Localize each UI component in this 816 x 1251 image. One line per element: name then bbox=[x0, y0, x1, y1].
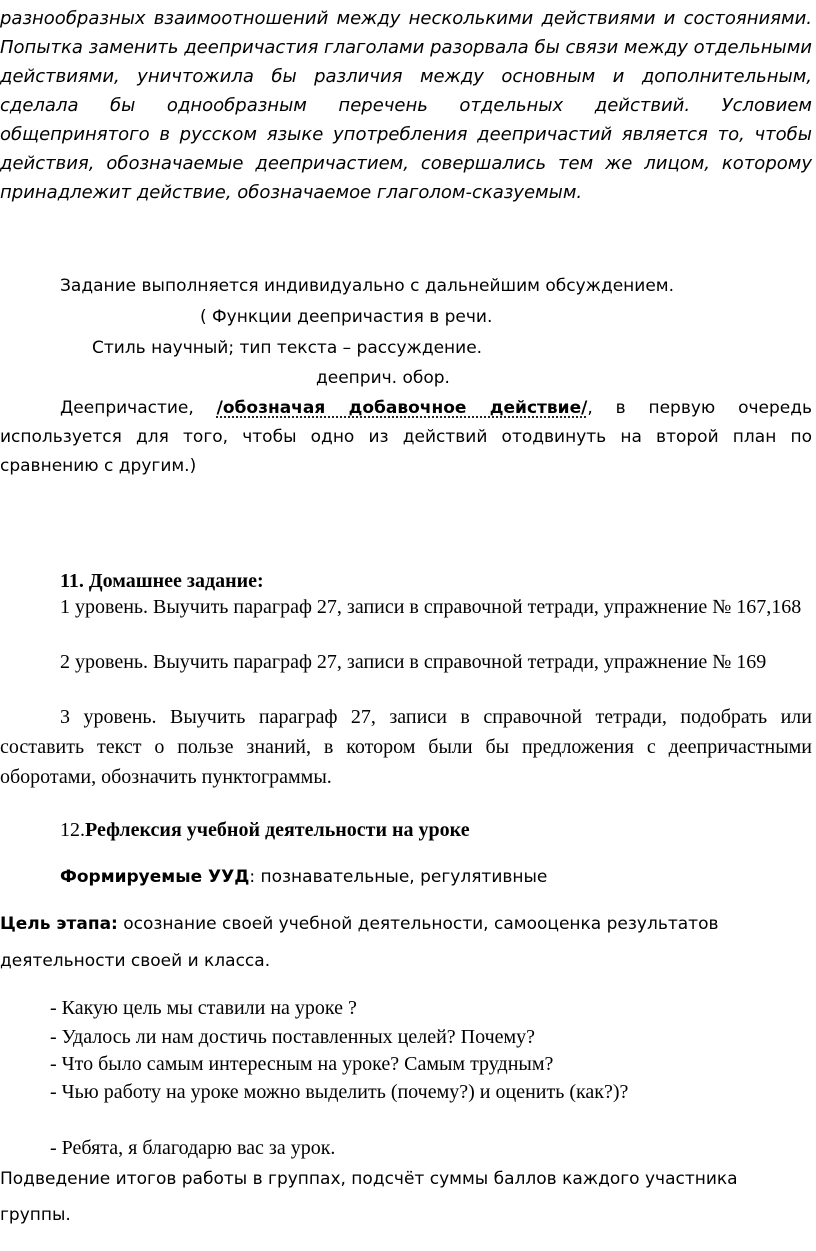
question-4: - Чью работу на уроке можно выделить (почему?) и оценить (как?)? bbox=[50, 1081, 629, 1103]
question-2: - Удалось ли нам достичь поставленных целей? Почему? bbox=[50, 1026, 536, 1048]
homework-level-1: 1 уровень. Выучить параграф 27, записи в справочной тетради, упражнение № 167,168 bbox=[60, 596, 802, 618]
homework-heading: 11. Домашнее задание: bbox=[60, 570, 264, 592]
uud-label: Формируемые УУД bbox=[60, 867, 250, 887]
goal-paragraph bbox=[0, 906, 812, 980]
function-title: ( Функции деепричастия в речи. bbox=[200, 307, 493, 327]
goal-value: осознание своей учебной деятельности, самооценка результатов деятельности своей и класса. bbox=[0, 914, 719, 971]
uud-line bbox=[60, 863, 547, 892]
question-3: - Что было самым интересным на уроке? Самым трудным? bbox=[50, 1053, 554, 1075]
reflection-heading bbox=[60, 815, 470, 845]
homework-level-3: 3 уровень. Выучить параграф 27, записи в справочной тетради, подобрать или составить текст о пользе знаний, в котором были бы предложения с деепричастными оборотами, обозначить пунктограммы. bbox=[0, 706, 812, 788]
style-line: Стиль научный; тип текста – рассуждение. bbox=[92, 338, 483, 358]
goal-label: Цель этапа: bbox=[0, 914, 118, 934]
summary-paragraph: Подведение итогов работы в группах, подсчёт суммы баллов каждого участника группы. bbox=[0, 1169, 738, 1225]
participle-phrase: /обозначая добавочное действие/ bbox=[216, 398, 588, 418]
participle-rest: , в первую очередь используется для того, чтобы одно из действий отодвинуть на второй план по сравнению с другим.) bbox=[0, 398, 812, 476]
reflection-number: 12. bbox=[60, 819, 85, 841]
uud-value: : познавательные, регулятивные bbox=[249, 867, 548, 887]
participle-start: Деепричастие, bbox=[60, 398, 217, 418]
task-note: Задание выполняется индивидуально с дальнейшим обсуждением. bbox=[60, 276, 675, 296]
homework-level-2: 2 уровень. Выучить параграф 27, записи в справочной тетради, упражнение № 169 bbox=[60, 651, 767, 673]
reflection-title: Рефлексия учебной деятельности на уроке bbox=[85, 819, 470, 841]
thanks-line: - Ребята, я благодарю вас за урок. bbox=[50, 1137, 336, 1159]
participle-paragraph bbox=[0, 394, 812, 481]
phrase-label: дееприч. обор. bbox=[316, 368, 450, 388]
intro-paragraph: разнообразных взаимоотношений между несколькими действиями и состояниями. Попытка заменить деепричастия глаголами разорвала бы связи между отдельными действиями, уничтожила бы различия между основным и дополнительным, сделала бы однообразным перечень отдельных действий. Условием общепринятого в русском языке употребления деепричастий является то, чтобы действия, обозначаемые деепричастием, совершались тем же лицом, которому принадлежит действие, обозначаемое глаголом-сказуемым. bbox=[0, 8, 812, 203]
question-1: - Какую цель мы ставили на уроке ? bbox=[50, 997, 357, 1019]
